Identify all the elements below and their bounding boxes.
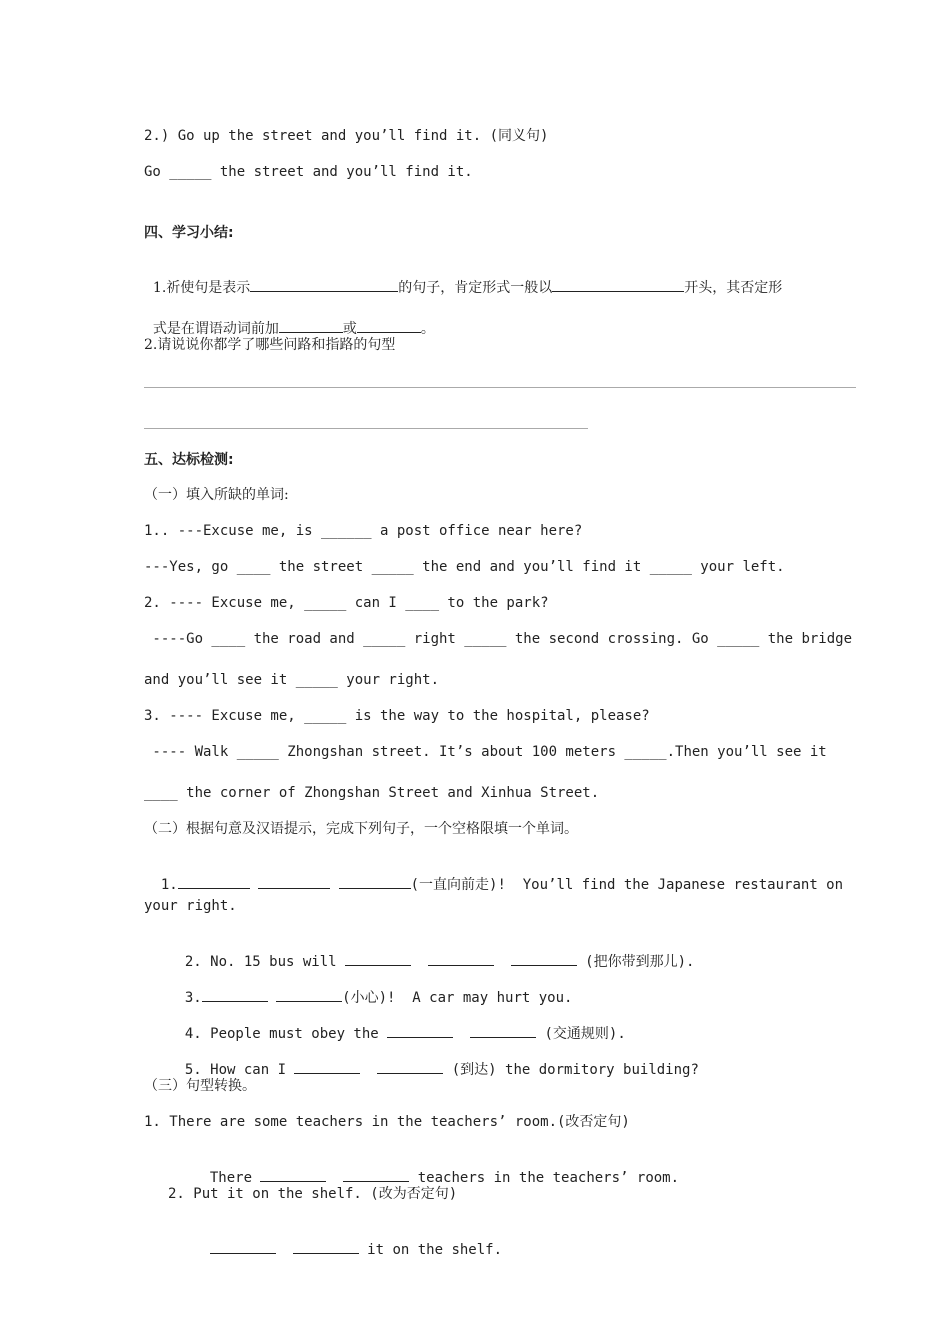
text: 式是在谓语动词前加 [152, 321, 279, 337]
blank-line[interactable] [428, 951, 494, 966]
blank-line[interactable] [511, 951, 577, 966]
blank-line[interactable] [294, 1059, 360, 1074]
part-heading: （二）根据句意及汉语提示，完成下列句子，一个空格限填一个单词。 [144, 821, 578, 837]
text: 2. No. 15 bus will [184, 954, 337, 970]
text: 4. People must obey the [184, 1026, 379, 1042]
summary-line [144, 259, 782, 297]
part-heading: （一）填入所缺的单词: [144, 487, 289, 503]
blank-line[interactable] [276, 987, 342, 1002]
blank-line[interactable] [470, 1023, 536, 1038]
text: 5. How can I [184, 1062, 287, 1078]
answer-rule[interactable] [144, 387, 856, 388]
text: 3. [184, 990, 202, 1006]
exercise-line [168, 933, 694, 971]
text: 1.祈使句是表示 [152, 280, 251, 296]
exercise-line: ----Go ____ the road and _____ right _____ the second crossing. Go _____ the bridge [144, 631, 853, 647]
exercise-line: 2. Put it on the shelf. (改为否定句) [168, 1186, 458, 1202]
blank-line[interactable] [345, 951, 411, 966]
text: 开头，其否定形 [684, 280, 783, 296]
summary-line: 2.请说说你都学了哪些问路和指路的句型 [144, 337, 396, 353]
blank-line[interactable] [202, 987, 268, 1002]
section-heading: 五、达标检测: [144, 452, 234, 468]
blank-line[interactable] [343, 1167, 409, 1182]
text: (交通规则). [544, 1026, 626, 1042]
text: 。 [420, 321, 435, 337]
blank-line[interactable] [377, 1059, 443, 1074]
text: teachers in the teachers’ room. [417, 1170, 680, 1186]
exercise-line: ---Yes, go ____ the street _____ the end and you’ll find it _____ your left. [144, 559, 785, 575]
question-line: 2.) Go up the street and you’ll find it. (同义句) [144, 128, 549, 144]
exercise-line: ____ the corner of Zhongshan Street and Xinhua Street. [144, 785, 600, 801]
exercise-line [168, 1041, 699, 1079]
blank-line[interactable] [258, 874, 330, 889]
text: There [209, 1170, 253, 1186]
part-heading: （三）句型转换。 [144, 1078, 256, 1094]
blank-line[interactable] [357, 318, 421, 333]
exercise-line [193, 1149, 679, 1187]
blank-line[interactable] [210, 1239, 276, 1254]
exercise-line: ---- Walk _____ Zhongshan street. It’s about 100 meters _____.Then you’ll see it [144, 744, 827, 760]
text: it on the shelf. [367, 1242, 503, 1258]
question-line: Go _____ the street and you’ll find it. [144, 164, 473, 180]
text: (到达) the dormitory building? [451, 1062, 699, 1078]
blank-line[interactable] [250, 277, 398, 292]
exercise-line [144, 856, 843, 894]
blank-line[interactable] [178, 874, 250, 889]
answer-rule[interactable] [144, 428, 588, 429]
blank-line[interactable] [339, 874, 411, 889]
blank-line[interactable] [387, 1023, 453, 1038]
blank-line[interactable] [260, 1167, 326, 1182]
exercise-line [168, 1005, 626, 1043]
exercise-line: your right. [144, 898, 237, 914]
exercise-line [168, 969, 572, 1007]
summary-line [144, 300, 435, 338]
text: 1. [160, 877, 178, 893]
text: (一直向前走)! You’ll find the Japanese restaurant on [410, 877, 844, 893]
text: 或 [342, 321, 357, 337]
text: 的句子，肯定形式一般以 [398, 280, 553, 296]
blank-line[interactable] [279, 318, 343, 333]
exercise-line [193, 1221, 502, 1259]
exercise-line: 1. There are some teachers in the teachers’ room.(改否定句) [144, 1114, 630, 1130]
section-heading: 四、学习小结: [144, 225, 234, 241]
text: (把你带到那儿). [585, 954, 695, 970]
blank-line[interactable] [552, 277, 684, 292]
exercise-line: 3. ---- Excuse me, _____ is the way to the hospital, please? [144, 708, 650, 724]
blank-line[interactable] [293, 1239, 359, 1254]
exercise-line: 1.. ---Excuse me, is ______ a post office near here? [144, 523, 583, 539]
text: (小心)! A car may hurt you. [342, 990, 573, 1006]
exercise-line: 2. ---- Excuse me, _____ can I ____ to the park? [144, 595, 549, 611]
exercise-line: and you’ll see it _____ your right. [144, 672, 440, 688]
